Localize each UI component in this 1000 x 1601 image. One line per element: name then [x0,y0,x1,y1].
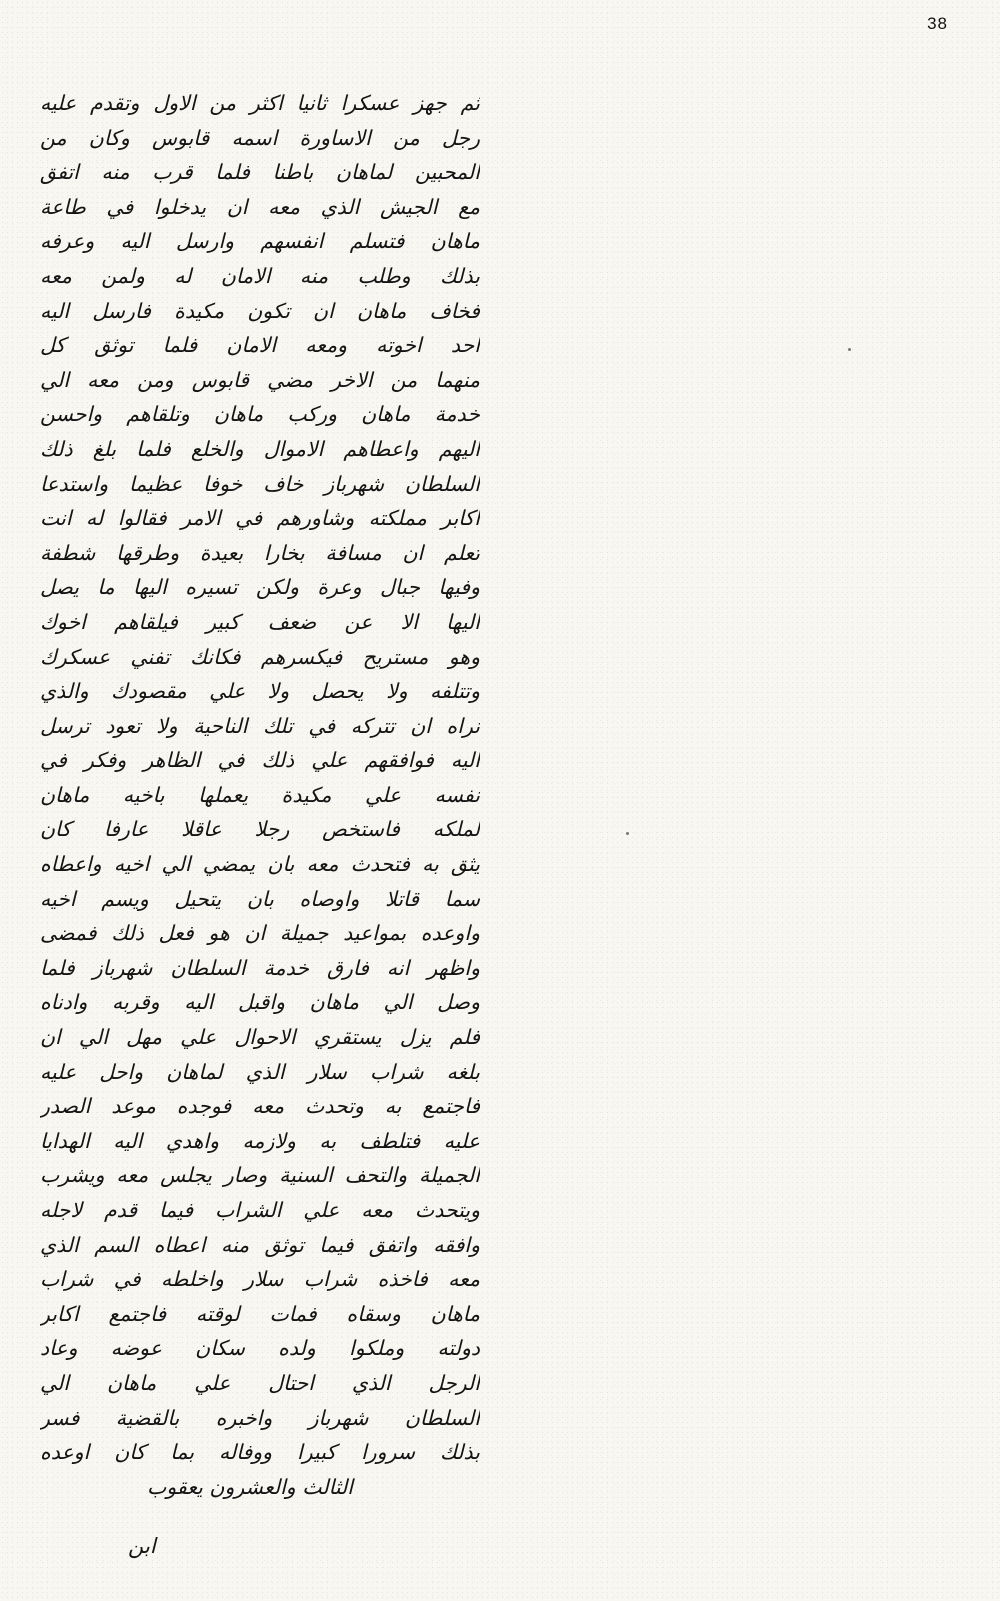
text-line: تعلم ان مسافة بخارا بعيدة وطرقها شطفة [40,540,480,565]
text-line: رجل من الاساورة اسمه قابوس وكان من [40,125,480,150]
text-line: نفسه علي مكيدة يعملها باخيه ماهان [40,782,480,807]
text-line: واظهر انه فارق خدمة السلطان شهرباز فلما [40,955,480,980]
text-line: فخاف ماهان ان تكون مكيدة فارسل اليه [40,298,480,323]
text-line: واوعده بمواعيد جميلة ان هو فعل ذلك فمضى [40,921,480,946]
text-line: السلطان شهرباز واخبره بالقضية فسر [40,1405,480,1430]
text-line: دولته وملكوا ولده سكان عوضه وعاد [40,1336,480,1361]
ink-speck [848,348,851,351]
text-line: اليه فوافقهم علي ذلك في الظاهر وفكر في [40,748,480,773]
text-line: يثق به فتحدث معه بان يمضي الي اخيه واعطاه [40,852,480,877]
text-line: ماهان وسقاه فمات لوقته فاجتمع اكابر [40,1301,480,1326]
text-line: احد اخوته ومعه الامان فلما توثق كل [40,333,480,358]
text-line: نراه ان تتركه في تلك الناحية ولا تعود ترسل [40,713,480,738]
text-line: اليهم واعطاهم الاموال والخلع فلما بلغ ذلك [40,436,480,461]
text-line: بذلك سرورا كبيرا ووفاله بما كان اوعده [40,1440,480,1465]
text-line: ماهان فتسلم انفسهم وارسل اليه وعرفه [40,229,480,254]
text-line: فلم يزل يستقري الاحوال علي مهل الي ان [40,1025,480,1050]
text-line: مع الجيش الذي معه ان يدخلوا في طاعة [40,194,480,219]
text-line: خدمة ماهان وركب ماهان وتلقاهم واحسن [40,402,480,427]
text-line: فاجتمع به وتحدث معه فوجده موعد الصدر [40,1094,480,1119]
text-line: وتتلفه ولا يحصل ولا علي مقصودك والذي [40,679,480,704]
text-line: بذلك وطلب منه الامان له ولمن معه [40,263,480,288]
text-line: عليه فتلطف به ولازمه واهدي اليه الهدايا [40,1128,480,1153]
text-line: اليها الا عن ضعف كبير فيلقاهم اخوك [40,609,480,634]
page-number: 38 [927,14,948,33]
catchword: ابن [128,1534,156,1558]
text-line: الرجل الذي احتال علي ماهان الي [40,1370,480,1395]
text-line: ثم جهز عسكرا ثانيا اكثر من الاول وتقدم عليه [40,91,480,115]
text-line: سما قاتلا واوصاه بان يتحيل ويسم اخيه [40,886,480,911]
chapter-heading-line: الثالث والعشرون يعقوب [147,1474,353,1499]
text-line: ويتحدث معه علي الشراب فيما قدم لاجله [40,1198,480,1222]
text-line: اكابر مملكته وشاورهم في الامر فقالوا له انت [40,506,480,531]
text-line: المحبين لماهان باطنا فلما قرب منه اتفق [40,160,480,185]
text-line: معه فاخذه شراب سلار واخلطه في شراب [40,1267,480,1292]
text-line: لملكه فاستخص رجلا عاقلا عارفا كان [40,817,480,842]
text-line: وفيها جبال وعرة ولكن تسيره اليها ما يصل [40,575,480,600]
text-line: وصل الي ماهان واقبل اليه وقربه وادناه [40,990,480,1015]
text-line: الجميلة والتحف السنية وصار يجلس معه ويشرب [40,1163,480,1188]
text-line: منهما من الاخر مضي قابوس ومن معه الي [40,367,480,392]
text-line: بلغه شراب سلار الذي لماهان واحل عليه [40,1059,480,1084]
text-line: السلطان شهرباز خاف خوفا عظيما واستدعا [40,471,480,496]
ink-speck [626,832,629,835]
text-line: وهو مستريح فيكسرهم فكانك تفني عسكرك [40,644,480,669]
text-line: وافقه واتفق فيما توثق منه اعطاه السم الذي [40,1232,480,1257]
text-column [40,86,480,1504]
